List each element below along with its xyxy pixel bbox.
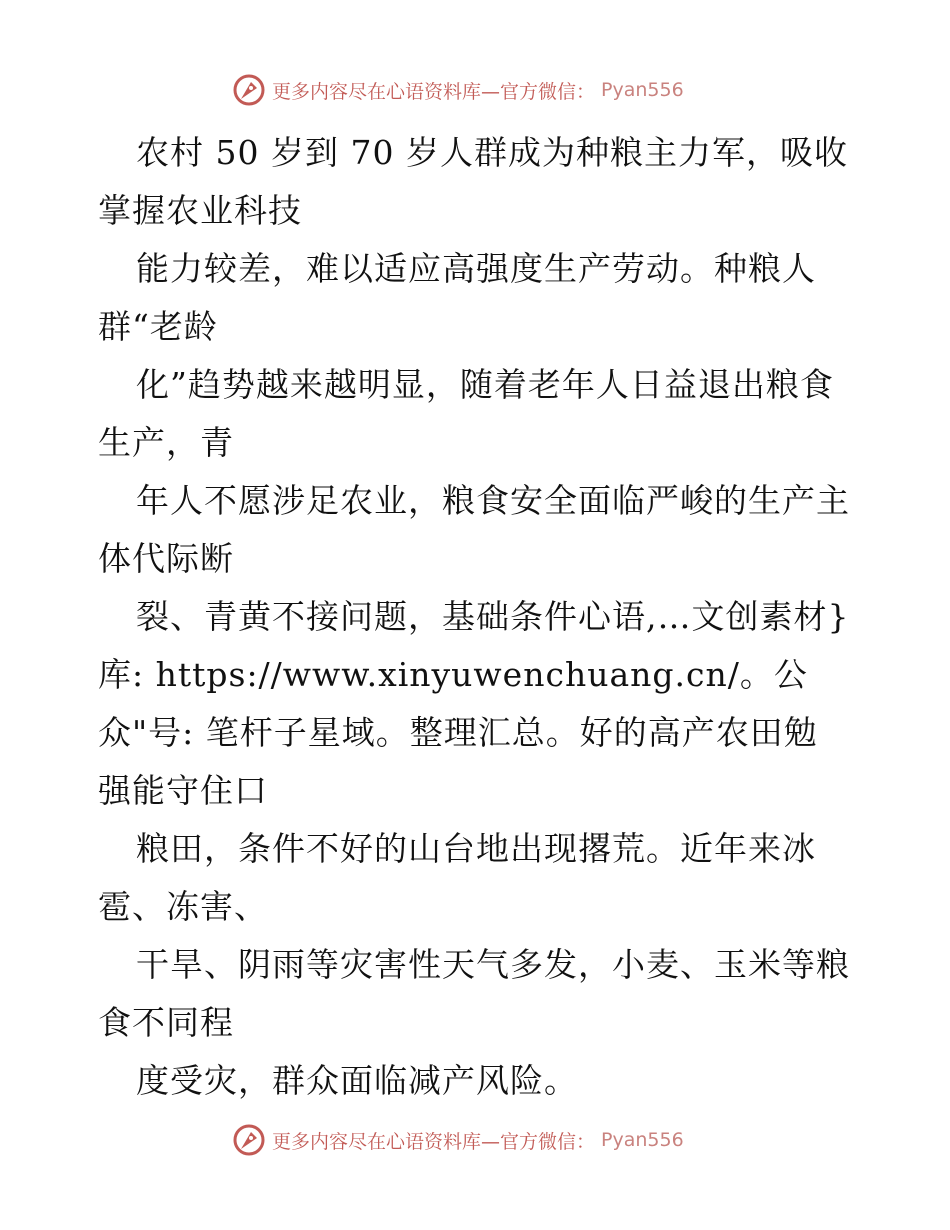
pen-nib-circle-icon: [232, 73, 266, 107]
text-line: 生产，青: [98, 423, 234, 462]
text-line: 能力较差，难以适应高强度生产劳动。种粮人: [136, 249, 816, 288]
pen-nib-circle-icon: [232, 1123, 266, 1157]
text-line: 库: https://www.xinyuwenchuang.cn/。公: [98, 655, 808, 694]
wechat-id: Pyan556: [601, 1129, 684, 1151]
text-line: 群“老龄: [98, 307, 218, 346]
text-line: 雹、冻害、: [98, 887, 268, 926]
text-line: 粮田，条件不好的山台地出现撂荒。近年来冰: [136, 829, 816, 868]
text-line: 食不同程: [98, 1003, 234, 1042]
text-line: 裂、青黄不接问题，基础条件心语,…文创素材}: [136, 597, 850, 636]
text-line: 化”趋势越来越明显，随着老年人日益退出粮食: [136, 365, 834, 404]
text-line: 农村 50 岁到 70 岁人群成为种粮主力军，吸收: [136, 133, 848, 172]
text-line: 掌握农业科技: [98, 191, 302, 230]
text-line: 度受灾，群众面临减产风险。: [136, 1061, 578, 1100]
text-line: 众"号: 笔杆子星域。整理汇总。好的高产农田勉: [98, 713, 818, 752]
banner-label: 更多内容尽在心语资料库—官方微信：: [272, 1130, 596, 1153]
banner-label: 更多内容尽在心语资料库—官方微信：: [272, 80, 596, 103]
header-watermark-banner: [232, 72, 684, 108]
footer-watermark-banner: [232, 1122, 684, 1158]
text-line: 干旱、阴雨等灾害性天气多发，小麦、玉米等粮: [136, 945, 850, 984]
text-line: 强能守住口: [98, 771, 268, 810]
wechat-id: Pyan556: [601, 79, 684, 101]
text-line: 年人不愿涉足农业，粮食安全面临严峻的生产主: [136, 481, 850, 520]
text-line: 体代际断: [98, 539, 234, 578]
document-body: [98, 124, 868, 1110]
